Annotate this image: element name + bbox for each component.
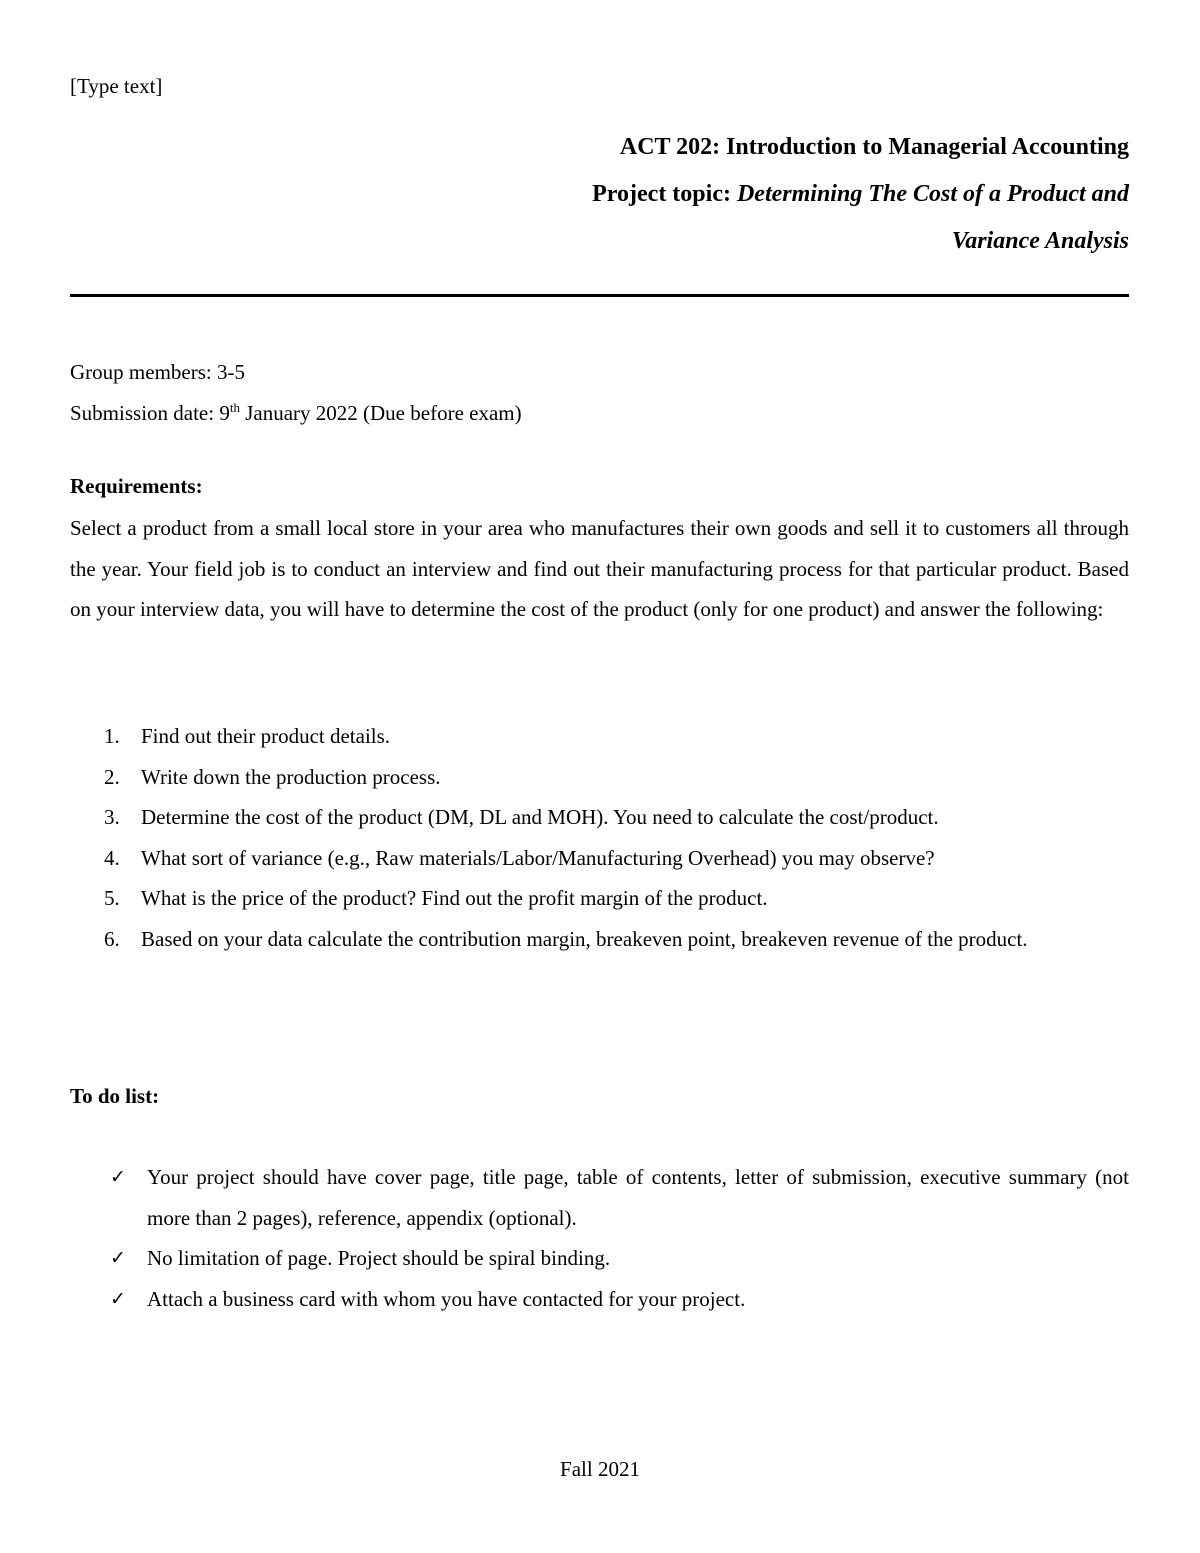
list-item [70, 878, 1129, 919]
list-item-text: Write down the production process. [141, 764, 441, 789]
checkmark-icon: ✓ [110, 1247, 126, 1270]
topic-label: Project topic: [592, 181, 731, 207]
todo-item-text: Attach a business card with whom you have contacted for your project. [147, 1286, 746, 1311]
todo-item-text: Your project should have cover page, title page, table of contents, letter of submission, executive summary (not more than 2 pages), reference, appendix (optional). [147, 1165, 1129, 1230]
list-item-number: 2. [104, 764, 120, 789]
project-meta [70, 352, 522, 434]
list-item-number: 3. [104, 805, 120, 830]
list-item-number: 5. [104, 886, 120, 911]
list-item-text: What is the price of the product? Find out the profit margin of the product. [141, 886, 768, 911]
checkmark-icon: ✓ [110, 1287, 126, 1310]
course-title: ACT 202: Introduction to Managerial Accounting [619, 134, 1129, 160]
list-item [70, 797, 1129, 838]
list-item-text: Determine the cost of the product (DM, DL and MOH). You need to calculate the cost/product. [141, 805, 939, 830]
checkmark-icon: ✓ [110, 1166, 126, 1188]
requirements-list [70, 716, 1129, 960]
todo-item [70, 1238, 1129, 1279]
list-item-text: Based on your data calculate the contribution margin, breakeven point, breakeven revenue of the product. [141, 926, 1028, 951]
topic-title-part1: Determining The Cost of a Product and [736, 181, 1129, 207]
footer-term: Fall 2021 [560, 1457, 640, 1481]
list-item-number: 1. [104, 724, 120, 748]
requirements-paragraph: Select a product from a small local store in your area who manufactures their own goods and sell it to customers all through the year. Your field job is to conduct an interview and find out their manufacturing process for that particular product. Based on your interview data, you will have to determine the cost of the product (only for one product) and answer the following: [70, 516, 1129, 622]
list-item-number: 6. [104, 926, 120, 951]
list-item-number: 4. [104, 845, 120, 870]
submission-date-suffix: January 2022 (Due before exam) [239, 401, 522, 425]
todo-item [70, 1279, 1129, 1320]
list-item [70, 716, 1129, 757]
group-members: Group members: 3-5 [70, 360, 245, 384]
submission-date-prefix: Submission date: 9 [70, 401, 230, 425]
project-topic-line [229, 171, 1129, 218]
list-item-text: Find out their product details. [141, 724, 391, 748]
list-item [70, 757, 1129, 798]
list-item [70, 919, 1129, 960]
header-divider [70, 294, 1129, 297]
todo-item-text: No limitation of page. Project should be spiral binding. [147, 1246, 611, 1271]
todo-heading: To do list: [70, 1084, 160, 1108]
topic-title-part2: Variance Analysis [951, 228, 1129, 254]
todo-item [70, 1157, 1129, 1238]
header-placeholder: [Type text] [70, 74, 163, 98]
list-item [70, 838, 1129, 879]
submission-date-ordinal: th [229, 400, 240, 415]
title-block [229, 124, 1129, 265]
todo-list [70, 1157, 1129, 1319]
requirements-heading: Requirements: [70, 474, 203, 498]
list-item-text: What sort of variance (e.g., Raw materials/Labor/Manufacturing Overhead) you may observe? [141, 845, 935, 870]
submission-date [70, 393, 522, 434]
